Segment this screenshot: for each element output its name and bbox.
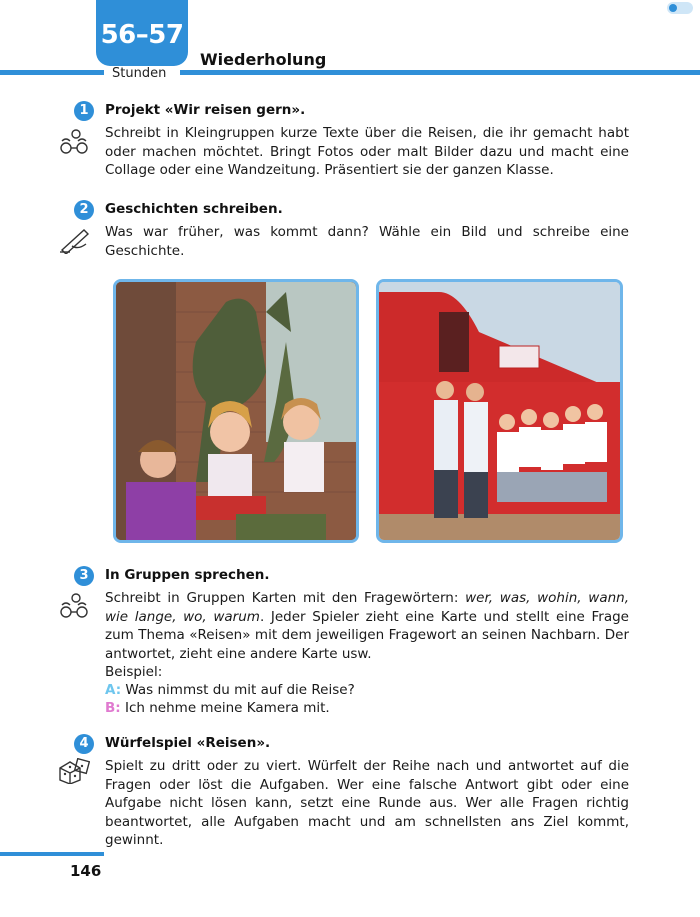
header-rule-right	[180, 70, 700, 75]
lesson-number: 56–57	[100, 20, 184, 50]
group-work-icon	[58, 592, 94, 620]
group-work-icon	[58, 128, 94, 156]
task-3-title: In Gruppen sprechen.	[105, 567, 270, 583]
task-1-number: 1	[74, 101, 94, 121]
dialogue-a-text: Was nimmst du mit auf die Reise?	[125, 682, 355, 698]
dice-icon	[58, 758, 90, 784]
task-3-number: 3	[74, 566, 94, 586]
photo-train-group	[376, 279, 623, 543]
dialogue-line-b	[105, 699, 629, 718]
dialogue-b-text: Ich nehme meine Kamera mit.	[125, 700, 330, 716]
publisher-logo-icon	[667, 2, 693, 14]
task-2-title: Geschichten schreiben.	[105, 201, 283, 217]
task-1-text: Schreibt in Kleingruppen kurze Texte über die Reisen, die ihr gemacht habt oder machen möchtet. Bringt Fotos oder malt Bilder dazu und macht eine Collage oder eine Wandzeitung. Präsentiert sie der ganzen Klasse.	[105, 125, 629, 179]
task-3-text-rest: . Jeder Spieler zieht eine Karte und stellt eine Frage zum Thema «Reisen» mit dem jeweiligen Fragewort an seinen Nachbarn. Der antwortet, zieht eine andere Karte usw.	[105, 608, 629, 662]
task-2-number: 2	[74, 200, 94, 220]
dialogue-line-a	[105, 681, 629, 700]
statue-photo-illustration	[116, 282, 356, 540]
task-4-text: Spielt zu dritt oder zu viert. Würfelt der Reihe nach und antwortet auf die Fragen oder löst die Aufgaben. Wer eine falsche Antwort gibt oder eine Aufgabe nicht lösen kann, setzt eine Runde aus. Wer alle Fragen richtig beantwortet, alle Aufgaben macht und am schnellsten ans Ziel kommt, gewinnt.	[105, 758, 629, 849]
footer-rule	[0, 852, 104, 856]
speaker-a-label: A:	[105, 682, 122, 698]
task-1-title: Projekt «Wir reisen gern».	[105, 102, 306, 118]
task-4-title: Würfelspiel «Reisen».	[105, 735, 271, 751]
page-title: Wiederholung	[200, 50, 327, 69]
speaker-b-label: B:	[105, 700, 121, 716]
task-3-text	[105, 589, 629, 663]
lesson-tab	[96, 0, 188, 66]
task-3-text-intro: Schreibt in Gruppen Karten mit den Fragewörtern:	[105, 590, 466, 606]
task-3-example-label: Beispiel:	[105, 664, 163, 680]
task-4-number: 4	[74, 734, 94, 754]
writing-hand-icon	[58, 226, 92, 254]
task-2-text: Was war früher, was kommt dann? Wähle ein Bild und schreibe eine Geschichte.	[105, 224, 629, 259]
train-photo-illustration	[379, 282, 620, 540]
task-3-question-words: wer, was, wohin, wann, wie lange, wo, warum	[105, 590, 630, 625]
photo-bremen-musicians	[113, 279, 359, 543]
header-rule-left	[0, 70, 104, 75]
page-number: 146	[70, 862, 102, 880]
lesson-label: Stunden	[112, 66, 167, 81]
